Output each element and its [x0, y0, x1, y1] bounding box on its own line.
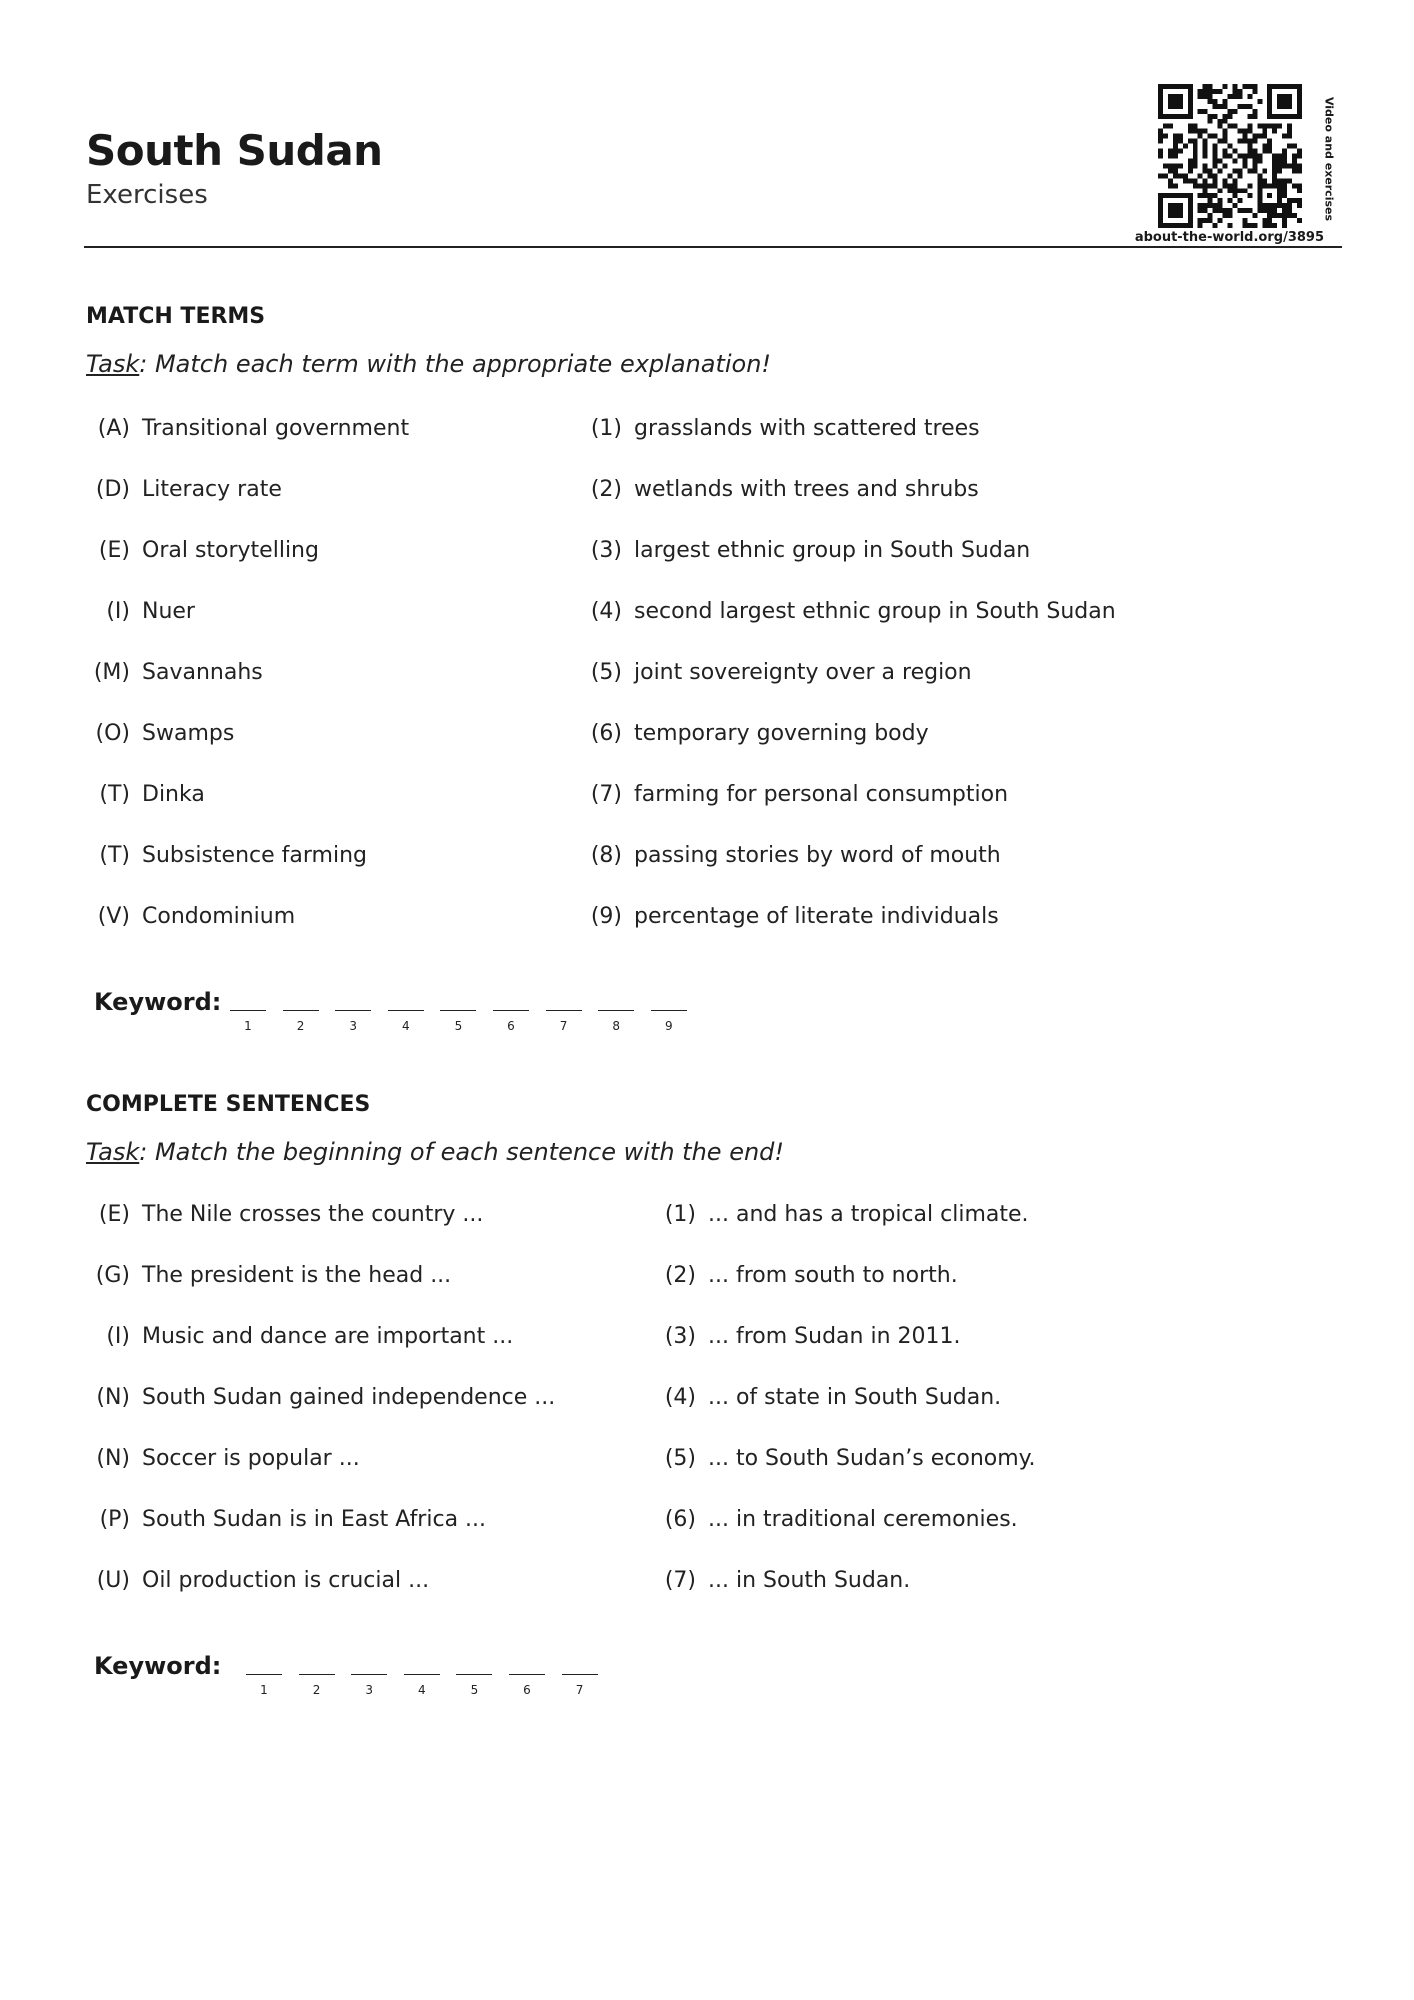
blank-line — [230, 1010, 266, 1011]
match-terms-heading: MATCH TERMS — [86, 304, 266, 329]
keyword-blank[interactable] — [299, 1674, 335, 1697]
item-text: passing stories by word of mouth — [634, 843, 1001, 868]
keyword-blank[interactable] — [335, 1010, 371, 1033]
blank-number: 1 — [260, 1683, 268, 1697]
item-code: (1) — [590, 416, 622, 441]
qr-side-text: Video and exercises — [1322, 96, 1336, 222]
blank-number: 8 — [612, 1019, 620, 1033]
sentence-ending-item — [650, 1324, 960, 1349]
sentence-ending-item — [650, 1568, 910, 1593]
item-code: (I) — [106, 1324, 130, 1349]
blank-number: 7 — [575, 1683, 584, 1697]
item-code: (9) — [590, 904, 622, 929]
item-text: ... from Sudan in 2011. — [708, 1324, 961, 1349]
item-code: (4) — [590, 599, 622, 624]
explanation-item — [580, 782, 1008, 807]
keyword-blank[interactable] — [456, 1674, 492, 1697]
keyword-blank[interactable] — [404, 1674, 440, 1697]
item-code: (U) — [96, 1568, 130, 1593]
term-item — [86, 904, 295, 929]
item-text: Oral storytelling — [142, 538, 319, 563]
item-text: temporary governing body — [634, 721, 929, 746]
explanation-item — [580, 538, 1030, 563]
blank-number: 4 — [401, 1019, 410, 1033]
term-item — [86, 416, 409, 441]
keyword-blank[interactable] — [651, 1010, 687, 1033]
item-code: (4) — [664, 1385, 696, 1410]
term-item — [86, 660, 263, 685]
item-text: ... in traditional ceremonies. — [708, 1507, 1018, 1532]
item-code: (P) — [99, 1507, 130, 1532]
keyword-blank[interactable] — [230, 1010, 266, 1033]
keyword-blank[interactable] — [509, 1674, 545, 1697]
page-subtitle: Exercises — [86, 180, 208, 210]
blank-number: 4 — [417, 1683, 426, 1697]
keyword-blank[interactable] — [440, 1010, 476, 1033]
task-label: Task — [86, 350, 140, 378]
explanation-item — [580, 477, 979, 502]
keyword-blank[interactable] — [283, 1010, 319, 1033]
item-text: ... in South Sudan. — [708, 1568, 911, 1593]
item-code: (A) — [97, 416, 130, 441]
sentence-ending-item — [650, 1507, 1018, 1532]
blank-line — [456, 1674, 492, 1675]
item-code: (V) — [97, 904, 130, 929]
sentence-ending-item — [650, 1385, 1001, 1410]
blank-number: 3 — [349, 1019, 357, 1033]
keyword-label: Keyword: — [94, 1652, 222, 1680]
item-text: Swamps — [142, 721, 235, 746]
item-code: (T) — [99, 782, 130, 807]
item-text: Transitional government — [142, 416, 410, 441]
blank-line — [562, 1674, 598, 1675]
blank-line — [351, 1674, 387, 1675]
item-text: farming for personal consumption — [634, 782, 1009, 807]
complete-sentences-heading: COMPLETE SENTENCES — [86, 1092, 371, 1117]
qr-url-link[interactable]: about-the-world.org/3895 — [1134, 230, 1324, 245]
blank-number: 5 — [470, 1683, 479, 1697]
item-text: The president is the head ... — [142, 1263, 452, 1288]
term-item — [86, 721, 234, 746]
term-item — [86, 843, 367, 868]
blank-line — [335, 1010, 371, 1011]
keyword-label: Keyword: — [94, 988, 222, 1016]
blank-line — [299, 1674, 335, 1675]
item-code: (5) — [590, 660, 622, 685]
sentence-beginning-item — [86, 1446, 360, 1471]
blank-line — [651, 1010, 687, 1011]
blank-number: 6 — [523, 1683, 531, 1697]
explanation-item — [580, 660, 972, 685]
sentence-ending-item — [650, 1446, 1036, 1471]
sentence-beginning-item — [86, 1568, 429, 1593]
blank-number: 7 — [559, 1019, 568, 1033]
item-code: (O) — [95, 721, 130, 746]
item-text: Subsistence farming — [142, 843, 367, 868]
item-code: (E) — [98, 1202, 130, 1227]
item-code: (3) — [664, 1324, 696, 1349]
blank-line — [283, 1010, 319, 1011]
explanation-item — [580, 843, 1001, 868]
item-text: ... and has a tropical climate. — [708, 1202, 1029, 1227]
item-text: Condominium — [142, 904, 296, 929]
term-item — [86, 477, 282, 502]
keyword-blank[interactable] — [562, 1674, 598, 1697]
keyword-blank[interactable] — [493, 1010, 529, 1033]
item-code: (8) — [590, 843, 622, 868]
item-text: ... to South Sudan’s economy. — [708, 1446, 1036, 1471]
sentence-beginning-item — [86, 1263, 451, 1288]
blank-line — [509, 1674, 545, 1675]
match-terms-task — [86, 350, 771, 378]
item-code: (6) — [590, 721, 622, 746]
item-text: Oil production is crucial ... — [142, 1568, 430, 1593]
item-text: joint sovereignty over a region — [634, 660, 972, 685]
item-code: (I) — [106, 599, 130, 624]
complete-sentences-task — [86, 1138, 784, 1166]
item-code: (N) — [96, 1385, 130, 1410]
item-text: largest ethnic group in South Sudan — [634, 538, 1031, 563]
item-code: (6) — [664, 1507, 696, 1532]
item-text: second largest ethnic group in South Sudan — [634, 599, 1116, 624]
explanation-item — [580, 416, 980, 441]
item-code: (T) — [99, 843, 130, 868]
sentence-beginning-item — [86, 1324, 513, 1349]
blank-number: 2 — [296, 1019, 305, 1033]
item-text: ... of state in South Sudan. — [708, 1385, 1002, 1410]
item-code: (7) — [590, 782, 622, 807]
item-text: Nuer — [142, 599, 195, 624]
page-title: South Sudan — [86, 126, 383, 175]
item-text: ... from south to north. — [708, 1263, 958, 1288]
explanation-item — [580, 904, 999, 929]
item-code: (2) — [590, 477, 622, 502]
keyword-blank[interactable] — [246, 1674, 282, 1697]
sentence-beginning-item — [86, 1507, 486, 1532]
blank-line — [598, 1010, 634, 1011]
item-text: percentage of literate individuals — [634, 904, 999, 929]
item-code: (M) — [93, 660, 130, 685]
keyword-blank[interactable] — [598, 1010, 634, 1033]
keyword-blank[interactable] — [546, 1010, 582, 1033]
item-code: (1) — [664, 1202, 696, 1227]
blank-line — [440, 1010, 476, 1011]
item-text: South Sudan gained independence ... — [142, 1385, 556, 1410]
keyword-blank[interactable] — [388, 1010, 424, 1033]
blank-number: 1 — [244, 1019, 252, 1033]
sentence-beginning-item — [86, 1202, 483, 1227]
blank-number: 3 — [365, 1683, 373, 1697]
item-text: Savannahs — [142, 660, 263, 685]
item-text: wetlands with trees and shrubs — [634, 477, 979, 502]
item-text: Literacy rate — [142, 477, 282, 502]
blank-line — [388, 1010, 424, 1011]
item-text: Soccer is popular ... — [142, 1446, 360, 1471]
item-code: (2) — [664, 1263, 696, 1288]
blank-line — [493, 1010, 529, 1011]
blank-line — [404, 1674, 440, 1675]
item-code: (3) — [590, 538, 622, 563]
term-item — [86, 782, 205, 807]
item-text: South Sudan is in East Africa ... — [142, 1507, 487, 1532]
qr-code-icon[interactable] — [1158, 84, 1302, 228]
term-item — [86, 599, 195, 624]
blank-line — [546, 1010, 582, 1011]
item-code: (N) — [96, 1446, 130, 1471]
task-label: Task — [86, 1138, 140, 1166]
blank-number: 2 — [312, 1683, 321, 1697]
qr-side-caption — [1318, 98, 1340, 220]
sentence-ending-item — [650, 1263, 958, 1288]
item-text: grasslands with scattered trees — [634, 416, 980, 441]
task-text: : Match the beginning of each sentence with the end! — [139, 1138, 785, 1166]
term-item — [86, 538, 319, 563]
header-divider — [84, 246, 1342, 248]
item-text: The Nile crosses the country ... — [142, 1202, 484, 1227]
task-text: : Match each term with the appropriate explanation! — [139, 350, 772, 378]
explanation-item — [580, 721, 929, 746]
item-code: (7) — [664, 1568, 696, 1593]
sentence-ending-item — [650, 1202, 1029, 1227]
explanation-item — [580, 599, 1116, 624]
blank-number: 6 — [507, 1019, 515, 1033]
sentence-beginning-item — [86, 1385, 555, 1410]
item-code: (E) — [98, 538, 130, 563]
blank-number: 5 — [454, 1019, 463, 1033]
blank-number: 9 — [664, 1019, 673, 1033]
blank-line — [246, 1674, 282, 1675]
item-code: (5) — [664, 1446, 696, 1471]
keyword-blank[interactable] — [351, 1674, 387, 1697]
item-text: Dinka — [142, 782, 205, 807]
item-code: (D) — [95, 477, 130, 502]
item-text: Music and dance are important ... — [142, 1324, 514, 1349]
item-code: (G) — [95, 1263, 130, 1288]
